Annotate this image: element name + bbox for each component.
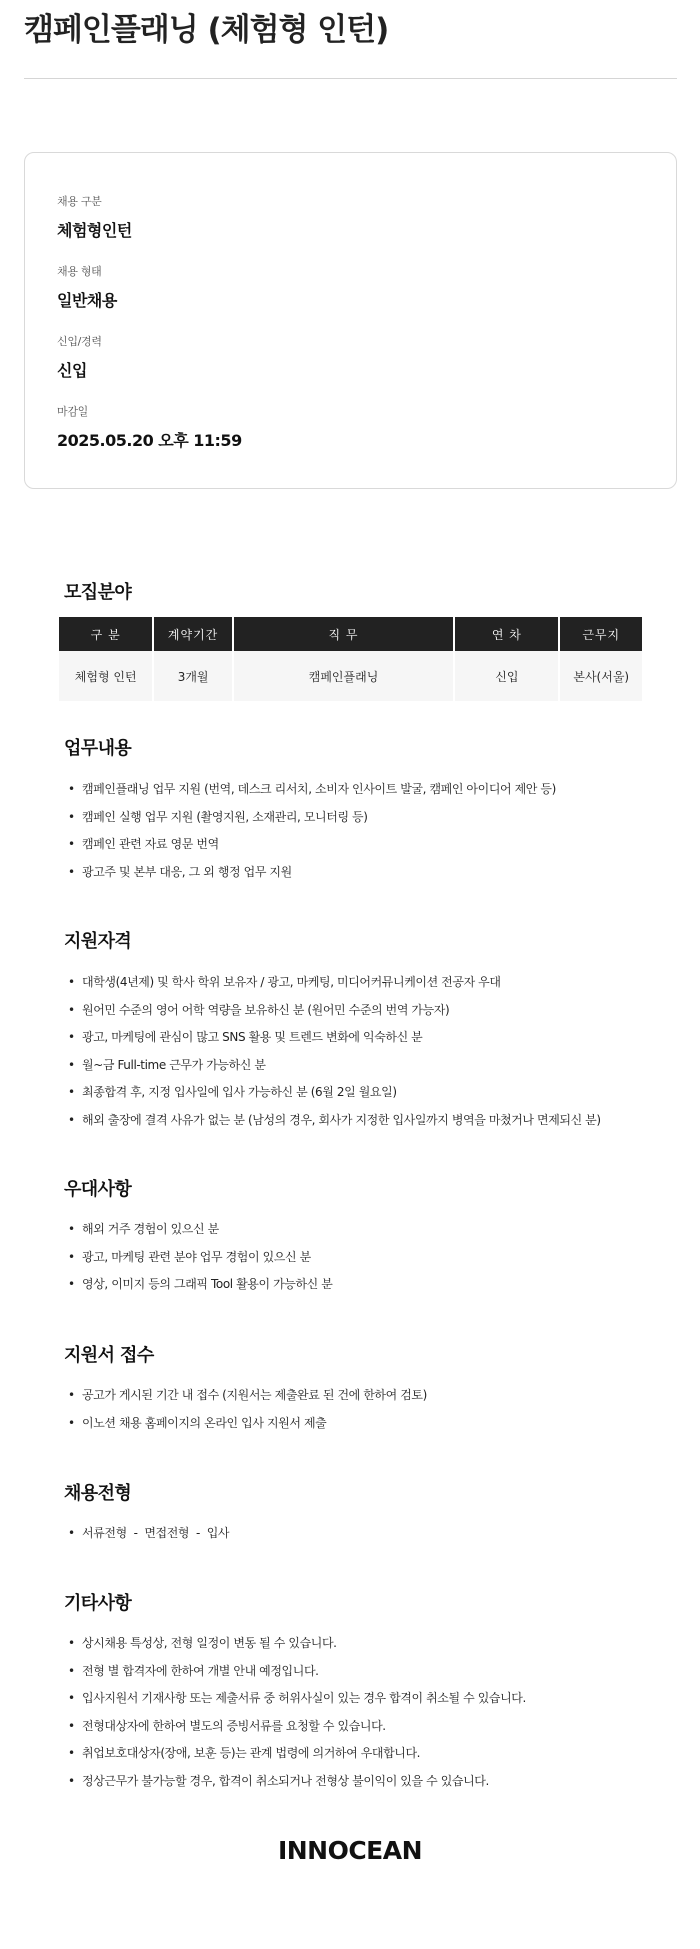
info-item-career [57,333,102,381]
bullet: • [68,1057,75,1072]
bullet: • [68,782,75,796]
duties-list [68,781,556,891]
bullet: • [68,837,75,852]
list-item-text: 서류전형 - 면접전형 - 입사 [82,1526,230,1540]
bullet: • [68,1112,75,1127]
recruit-table [57,617,644,701]
info-value: 신입 [57,361,87,380]
info-item-deadline [57,403,242,451]
list-item-text: 이노션 채용 홈페이지의 온라인 입사 지원서 제출 [82,1415,327,1430]
info-label: 신입/경력 [57,335,102,348]
bullet: • [68,1277,75,1292]
bullet: • [68,809,75,824]
table-cell: 3개월 [154,651,231,701]
list-item [68,1718,526,1746]
table-header-cell: 연 차 [455,617,558,651]
list-item [68,1525,229,1553]
list-item [68,1084,601,1112]
bullet: • [68,1663,75,1678]
list-item-text: 해외 거주 경험이 있으신 분 [82,1222,219,1236]
table-cell: 신입 [455,651,558,701]
table-cell: 체험형 인턴 [59,651,152,701]
table-row [59,651,642,701]
list-item [68,809,556,837]
list-item-text: 광고, 마케팅 관련 분야 업무 경험이 있으신 분 [82,1249,311,1264]
info-item-type [57,263,117,311]
list-item [68,864,556,892]
bullet: • [68,1636,75,1650]
list-item-text: 입사지원서 기재사항 또는 제출서류 중 허위사실이 있는 경우 합격이 취소될 수 있습니다. [82,1691,526,1706]
list-item [68,781,556,809]
table-cell: 본사(서울) [560,651,642,701]
bullet: • [68,1773,75,1788]
list-item [68,1029,601,1057]
list-item-text: 취업보호대상자(장애, 보훈 등)는 관계 법령에 의거하여 우대합니다. [82,1746,421,1761]
list-item [68,1002,601,1030]
bullet: • [68,1415,75,1430]
info-label: 마감일 [57,405,88,418]
table-header-cell: 근무지 [560,617,642,651]
list-item-text: 광고주 및 본부 대응, 그 외 행정 업무 지원 [82,864,292,879]
list-item [68,1773,526,1801]
bullet: • [68,1746,75,1761]
list-item-text: 영상, 이미지 등의 그래픽 Tool 활용이 가능하신 분 [82,1277,333,1292]
list-item [68,1112,601,1140]
process-list [68,1525,229,1553]
bullet: • [68,1249,75,1264]
list-item-text: 캠페인 관련 자료 영문 번역 [82,837,219,852]
info-item-category [57,193,132,241]
preferences-list [68,1221,332,1304]
info-value: 일반채용 [57,291,117,310]
page-title: 캠페인플래닝 (체험형 인턴) [24,12,389,48]
bullet: • [68,1718,75,1733]
bullet: • [68,1526,75,1540]
other-list [68,1635,526,1801]
table-header-cell: 계약기간 [154,617,231,651]
list-item [68,1663,526,1691]
section-heading-other: 기타사항 [64,1593,132,1614]
section-heading-process: 채용전형 [64,1483,132,1504]
list-item [68,1745,526,1773]
bullet: • [68,1030,75,1045]
list-item [68,836,556,864]
list-item [68,1690,526,1718]
list-item-text: 전형 별 합격자에 한하여 개별 안내 예정입니다. [82,1663,319,1678]
section-heading-duties: 업무내용 [64,738,132,759]
list-item [68,974,601,1002]
title-divider [24,78,677,79]
bullet: • [68,1085,75,1100]
list-item-text: 캠페인플래닝 업무 지원 (번역, 데스크 리서치, 소비자 인사이트 발굴, 캠페인 아이디어 제안 등) [82,782,556,796]
info-value: 체험형인턴 [57,221,132,240]
list-item [68,1221,332,1249]
application-list [68,1387,427,1442]
list-item [68,1415,427,1443]
list-item-text: 대학생(4년제) 및 학사 학위 보유자 / 광고, 마케팅, 미디어커뮤니케이션 전공자 우대 [82,975,501,989]
bullet: • [68,975,75,989]
innocean-logo: INNOCEAN [277,1836,423,1865]
list-item [68,1249,332,1277]
section-heading-application: 지원서 접수 [64,1345,154,1366]
bullet: • [68,1222,75,1236]
info-value: 2025.05.20 오후 11:59 [57,431,242,450]
list-item [68,1057,601,1085]
info-label: 채용 형태 [57,265,102,278]
section-heading-preferences: 우대사항 [64,1179,132,1200]
bullet: • [68,1002,75,1017]
list-item-text: 원어민 수준의 영어 어학 역량을 보유하신 분 (원어민 수준의 번역 가능자) [82,1002,450,1017]
list-item-text: 해외 출장에 결격 사유가 없는 분 (남성의 경우, 회사가 지정한 입사일까지 병역을 마쳤거나 면제되신 분) [82,1112,601,1127]
list-item-text: 월~금 Full-time 근무가 가능하신 분 [82,1057,266,1072]
list-item-text: 전형대상자에 한하여 별도의 증빙서류를 요청할 수 있습니다. [82,1718,386,1733]
section-heading-qualifications: 지원자격 [64,931,132,952]
list-item [68,1635,526,1663]
list-item-text: 공고가 게시된 기간 내 접수 (지원서는 제출완료 된 건에 한하여 검토) [82,1388,427,1402]
bullet: • [68,1388,75,1402]
list-item-text: 캠페인 실행 업무 지원 (촬영지원, 소재관리, 모니터링 등) [82,809,368,824]
list-item-text: 상시채용 특성상, 전형 일정이 변동 될 수 있습니다. [82,1636,337,1650]
list-item-text: 광고, 마케팅에 관심이 많고 SNS 활용 및 트렌드 변화에 익숙하신 분 [82,1030,423,1045]
job-summary-card [24,152,677,489]
bullet: • [68,864,75,879]
table-cell: 캠페인플래닝 [234,651,453,701]
table-header-cell: 직 무 [234,617,453,651]
qualifications-list [68,974,601,1140]
list-item [68,1387,427,1415]
list-item-text: 정상근무가 불가능할 경우, 합격이 취소되거나 전형상 불이익이 있을 수 있습니다. [82,1773,489,1788]
list-item-text: 최종합격 후, 지정 입사일에 입사 가능하신 분 (6월 2일 월요일) [82,1085,397,1100]
info-label: 채용 구분 [57,195,102,208]
section-heading-recruit: 모집분야 [64,582,132,603]
table-header-cell: 구 분 [59,617,152,651]
list-item [68,1276,332,1304]
table-header-row [59,617,642,651]
bullet: • [68,1691,75,1706]
